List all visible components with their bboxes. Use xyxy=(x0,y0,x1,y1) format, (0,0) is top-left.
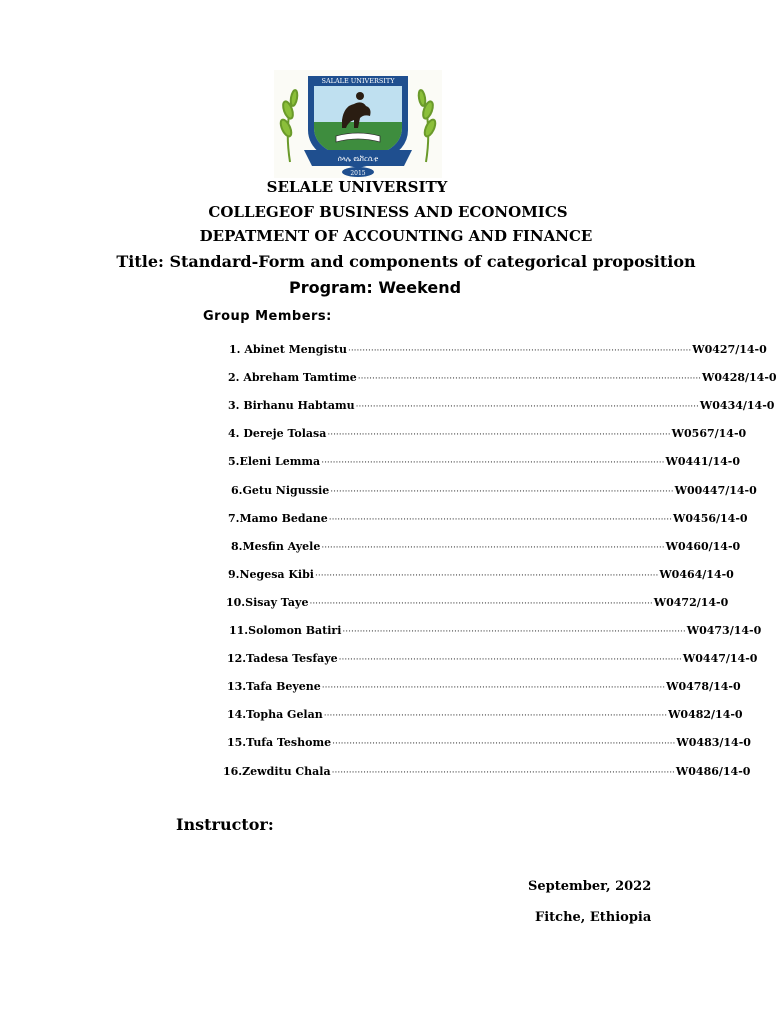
logo-bottom-text: ሰላሌ ዩኒቨርሲቲ xyxy=(337,155,379,163)
list-item xyxy=(228,455,741,473)
member-id: W0434/14-0 xyxy=(699,399,775,412)
member-id: W0427/14-0 xyxy=(692,343,767,356)
member-name: 1. Abinet Mengistu xyxy=(229,343,347,356)
leader-dots: ························································································································ xyxy=(355,402,699,412)
member-id: W0456/14-0 xyxy=(673,512,748,525)
logo-year: 2015 xyxy=(350,170,366,177)
member-name: 7.Mamo Bedane xyxy=(228,512,328,525)
list-item xyxy=(229,343,767,361)
list-item xyxy=(227,680,741,698)
leader-dots: ························································································································ xyxy=(315,571,659,581)
member-id: W0483/14-0 xyxy=(676,736,751,749)
member-id: W0428/14-0 xyxy=(702,371,777,384)
document-title: Title: Standard-Form and components of categorical proposition xyxy=(116,252,696,271)
member-id: W0478/14-0 xyxy=(666,680,741,693)
list-item xyxy=(227,708,743,726)
member-id: W0482/14-0 xyxy=(668,708,743,721)
member-id: W0486/14-0 xyxy=(675,765,751,778)
member-id: W0447/14-0 xyxy=(682,652,758,665)
member-name: 8.Mesfin Ayele xyxy=(231,540,321,553)
leader-dots: ························································································································ xyxy=(331,768,675,778)
member-name: 14.Topha Gelan xyxy=(227,708,323,721)
leader-dots: ························································································································ xyxy=(323,711,668,721)
member-id: W0472/14-0 xyxy=(653,596,729,609)
leader-dots: ························································································································ xyxy=(321,543,665,553)
member-name: 13.Tafa Beyene xyxy=(227,680,321,693)
member-name: 16.Zewditu Chala xyxy=(223,765,331,778)
group-members-heading: Group Members: xyxy=(203,309,332,324)
list-item xyxy=(227,736,751,754)
department-name: DEPATMENT OF ACCOUNTING AND FINANCE xyxy=(199,227,593,245)
leader-dots: ························································································································ xyxy=(342,627,686,637)
list-item xyxy=(231,484,757,502)
list-item xyxy=(228,371,777,389)
leader-dots: ························································································································ xyxy=(321,683,666,693)
leader-dots: ························································································································ xyxy=(338,655,682,665)
member-name: 15.Tufa Teshome xyxy=(227,736,332,749)
member-id: W0460/14-0 xyxy=(665,540,741,553)
member-id: W0473/14-0 xyxy=(686,624,762,637)
leader-dots: ························································································································ xyxy=(327,430,671,440)
leader-dots: ························································································································ xyxy=(328,515,673,525)
member-name: 10.Sisay Taye xyxy=(226,596,309,609)
list-item xyxy=(226,596,729,614)
member-id: W00447/14-0 xyxy=(674,484,757,497)
list-item xyxy=(228,427,747,445)
member-name: 4. Dereje Tolasa xyxy=(228,427,327,440)
leader-dots: ························································································································ xyxy=(309,599,653,609)
member-id: W0567/14-0 xyxy=(671,427,747,440)
leader-dots: ························································································································ xyxy=(347,346,692,356)
list-item xyxy=(231,540,741,558)
instructor-label: Instructor: xyxy=(176,815,274,834)
university-logo xyxy=(274,70,442,178)
program-label: Program: Weekend xyxy=(288,278,462,297)
leader-dots: ························································································································ xyxy=(332,739,676,749)
document-place: Fitche, Ethiopia xyxy=(535,910,652,925)
member-name: 12.Tadesa Tesfaye xyxy=(227,652,338,665)
member-name: 2. Abreham Tamtime xyxy=(228,371,357,384)
member-id: W0441/14-0 xyxy=(665,455,741,468)
list-item xyxy=(228,568,734,586)
university-name: SELALE UNIVERSITY xyxy=(266,178,448,196)
college-name: COLLEGEOF BUSINESS AND ECONOMICS xyxy=(208,203,568,221)
member-name: 6.Getu Nigussie xyxy=(231,484,330,497)
leader-dots: ························································································································ xyxy=(357,374,702,384)
list-item xyxy=(223,765,751,783)
list-item xyxy=(229,624,762,642)
leader-dots: ························································································································ xyxy=(321,458,665,468)
member-name: 3. Birhanu Habtamu xyxy=(228,399,355,412)
document-date: September, 2022 xyxy=(528,879,652,894)
member-name: 9.Negesa Kibi xyxy=(228,568,314,581)
list-item xyxy=(227,652,758,670)
member-id: W0464/14-0 xyxy=(659,568,734,581)
member-name: 5.Eleni Lemma xyxy=(228,455,321,468)
list-item xyxy=(228,399,775,417)
leader-dots: ························································································································ xyxy=(330,487,674,497)
list-item xyxy=(228,512,748,530)
logo-top-text: SALALE UNIVERSITY xyxy=(321,77,395,85)
member-name: 11.Solomon Batiri xyxy=(229,624,342,637)
